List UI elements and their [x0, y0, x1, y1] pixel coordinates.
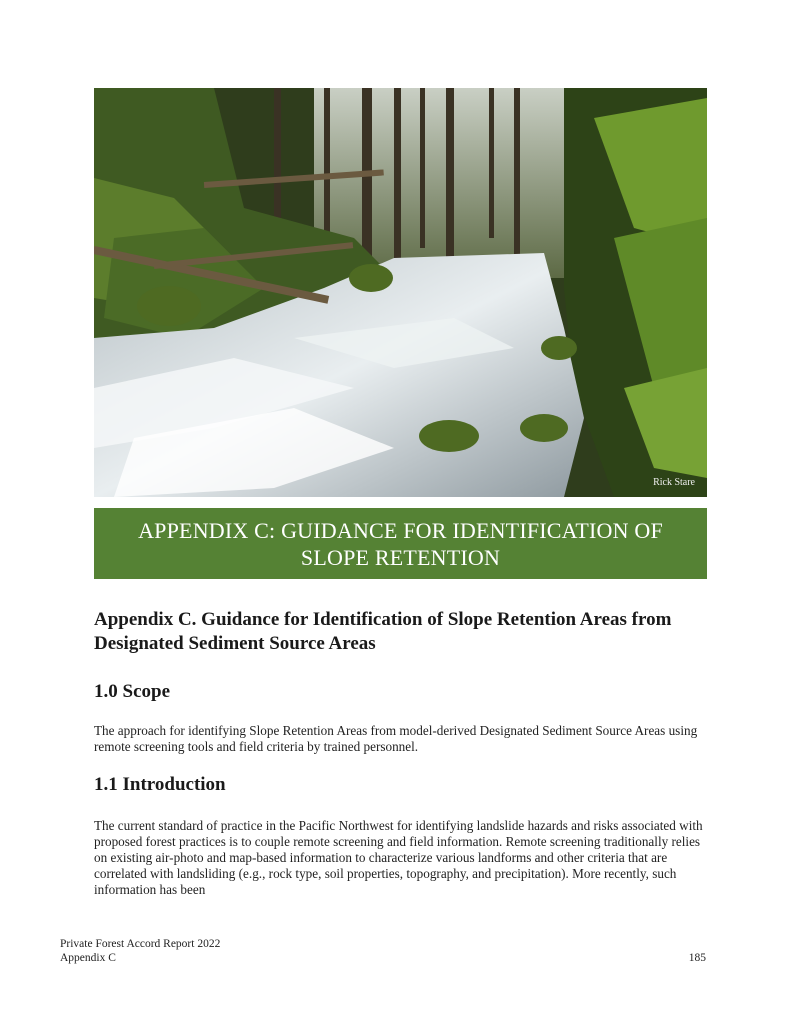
- appendix-banner: [94, 508, 707, 579]
- footer: [60, 937, 220, 965]
- appendix-banner-text: APPENDIX C: GUIDANCE FOR IDENTIFICATION OF SLOPE RETENTION: [138, 517, 663, 570]
- stream-photo-illustration: [94, 88, 707, 497]
- footer-report-title: Private Forest Accord Report 2022: [60, 938, 221, 950]
- section-body-scope: The approach for identifying Slope Retention Areas from model-derived Designated Sediment Source Areas using remote screening tools and field criteria by trained personnel.: [94, 723, 698, 754]
- footer-appendix-label: Appendix C: [60, 952, 116, 964]
- section-heading-introduction: 1.1 Introduction: [94, 774, 226, 795]
- document-title: Appendix C. Guidance for Identification of Slope Retention Areas from Designated Sediment Source Areas: [94, 609, 672, 654]
- stream-photo: [94, 88, 707, 497]
- section-heading-scope: 1.0 Scope: [94, 681, 170, 702]
- section-body-introduction: The current standard of practice in the Pacific Northwest for identifying landslide hazards and risks associated with proposed forest practices is to couple remote screening and field information. Remote screening traditionally relies on existing air-photo and map-based information to characterize various landforms and other criteria that are correlated with landsliding (e.g., rock type, soil properties, topography, and precipitation). More recently, such information has been: [94, 818, 703, 897]
- page-number: 185: [688, 952, 706, 964]
- photo-credit: Rick Stare: [653, 477, 695, 488]
